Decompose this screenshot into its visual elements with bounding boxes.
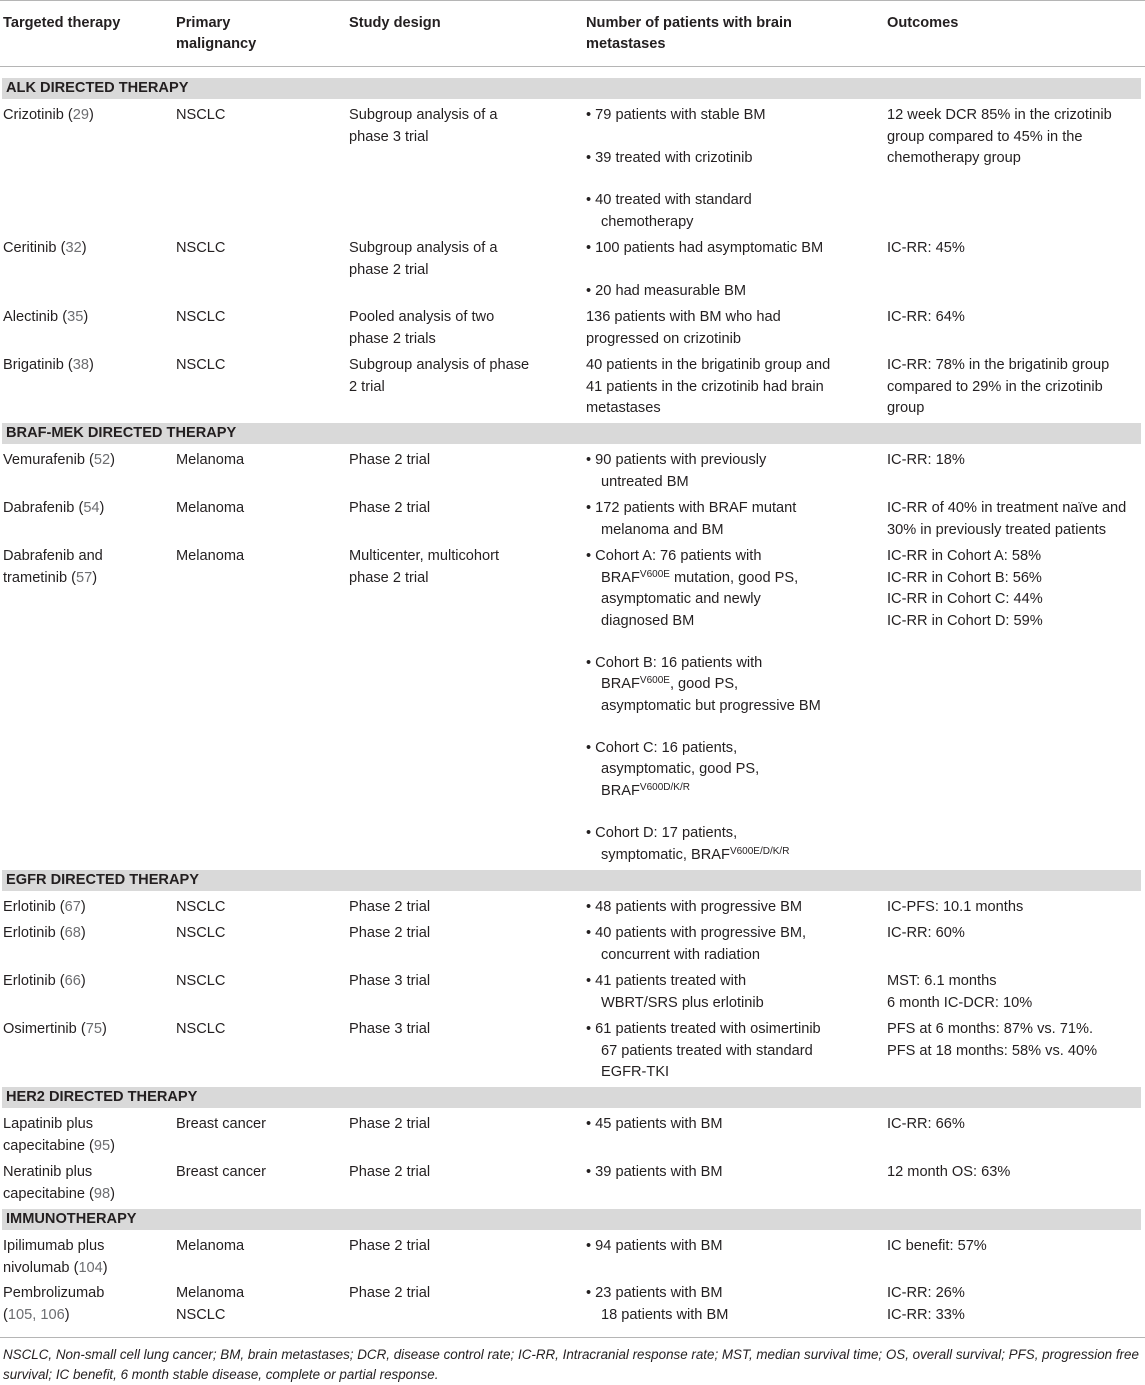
therapy-text: Erlotinib ( xyxy=(3,925,65,941)
therapy-text: Vemurafenib ( xyxy=(3,452,94,468)
therapy-name xyxy=(3,355,94,377)
patient-count-line xyxy=(601,472,689,494)
study-design: phase 2 trials xyxy=(349,330,436,347)
patient-text: asymptomatic, good PS, xyxy=(601,761,760,777)
outcome-line: IC-RR: 78% in the brigatinib group xyxy=(887,357,1110,373)
study-design: Pooled analysis of two xyxy=(349,309,495,325)
therapy-name xyxy=(3,1019,107,1041)
patient-text: asymptomatic but progressive BM xyxy=(601,697,821,714)
patient-text: concurrent with radiation xyxy=(601,946,760,963)
patient-count-line xyxy=(601,845,789,867)
mutation-superscript: V600E xyxy=(639,568,670,580)
therapy-name xyxy=(3,1136,115,1158)
patient-count-line xyxy=(586,148,753,170)
therapy-text: ) xyxy=(80,899,86,915)
patient-count-line xyxy=(586,1114,723,1136)
patient-count-line xyxy=(586,238,823,260)
patient-text: EGFR-TKI xyxy=(601,1064,670,1080)
therapy-name xyxy=(3,546,103,568)
primary-malignancy: NSCLC xyxy=(176,309,226,325)
therapy-name xyxy=(3,1283,104,1305)
patient-text: WBRT/SRS plus erlotinib xyxy=(601,994,764,1011)
header-design: Study design xyxy=(349,15,441,31)
patient-count-line xyxy=(601,945,760,967)
outcome-line: IC benefit: 57% xyxy=(887,1238,987,1254)
therapy-name xyxy=(3,1236,104,1258)
reference-link[interactable]: 66 xyxy=(64,973,81,989)
therapy-text: trametinib ( xyxy=(3,569,76,586)
patient-count-line xyxy=(601,674,738,696)
outcome-line: 12 month OS: 63% xyxy=(887,1164,1011,1180)
therapy-text: ) xyxy=(102,1259,108,1276)
therapy-text: Ipilimumab plus xyxy=(3,1238,105,1254)
therapy-text: Pembrolizumab xyxy=(3,1285,105,1301)
therapy-text: Brigatinib ( xyxy=(3,357,73,373)
patient-text: • 40 patients with progressive BM, xyxy=(586,925,807,941)
patient-text: • 40 treated with standard xyxy=(586,192,752,208)
therapy-text: Alectinib ( xyxy=(3,309,68,325)
patient-count-line xyxy=(586,190,752,212)
section-header: BRAF-MEK DIRECTED THERAPY xyxy=(2,423,1141,444)
reference-link[interactable]: 105, 106 xyxy=(7,1306,65,1323)
patient-text: BRAF xyxy=(601,569,640,586)
patient-text: • 39 treated with crizotinib xyxy=(586,149,753,166)
patient-text: • 45 patients with BM xyxy=(586,1116,723,1132)
header-rule xyxy=(0,66,1145,67)
therapy-name xyxy=(3,1114,93,1136)
study-design: phase 2 trial xyxy=(349,261,429,278)
therapy-text: capecitabine ( xyxy=(3,1185,94,1202)
therapy-text: ) xyxy=(110,1185,115,1202)
patient-count-line xyxy=(586,823,737,845)
therapy-text: ) xyxy=(80,973,86,989)
patient-count-line xyxy=(586,1283,723,1305)
study-design: Phase 2 trial xyxy=(349,1238,431,1254)
patient-count-line xyxy=(586,450,766,472)
therapy-name xyxy=(3,923,86,945)
patient-text: BRAF xyxy=(601,676,640,692)
primary-malignancy: Melanoma xyxy=(176,548,245,564)
study-design: Phase 2 trial xyxy=(349,899,431,915)
reference-link[interactable]: 104 xyxy=(78,1259,103,1276)
primary-malignancy: Melanoma xyxy=(176,1238,245,1254)
patient-text: 40 patients in the brigatinib group and xyxy=(586,357,831,373)
patient-count-line xyxy=(601,759,759,781)
patient-text: • 48 patients with progressive BM xyxy=(586,899,803,915)
outcome-line: group xyxy=(887,400,925,416)
patient-count-line xyxy=(586,329,741,351)
patient-text: • 41 patients treated with xyxy=(586,973,747,989)
outcome-line: 30% in previously treated patients xyxy=(887,521,1107,538)
primary-malignancy: NSCLC xyxy=(176,240,226,256)
reference-link[interactable]: 95 xyxy=(93,1137,111,1154)
header-malignancy-line1: Primary xyxy=(176,15,231,31)
reference-link[interactable]: 67 xyxy=(64,899,81,915)
reference-link[interactable]: 52 xyxy=(93,452,111,468)
primary-malignancy: NSCLC xyxy=(176,925,226,941)
study-design: phase 3 trial xyxy=(349,128,429,145)
study-design: phase 2 trial xyxy=(349,569,429,586)
study-design: Phase 2 trial xyxy=(349,1164,431,1180)
therapy-text: Osimertinib ( xyxy=(3,1021,86,1037)
patient-count-line xyxy=(586,498,796,520)
patient-text: symptomatic, BRAF xyxy=(601,846,730,863)
therapy-name xyxy=(3,1162,92,1184)
primary-malignancy: NSCLC xyxy=(176,1021,226,1037)
patient-count-line xyxy=(586,897,802,919)
outcome-line: group compared to 45% in the xyxy=(887,128,1083,145)
outcome-line: IC-PFS: 10.1 months xyxy=(887,899,1024,915)
patient-text: 18 patients with BM xyxy=(601,1306,729,1323)
primary-malignancy: Breast cancer xyxy=(176,1116,267,1132)
patient-count-line xyxy=(601,589,761,611)
therapy-name xyxy=(3,971,86,993)
patient-text: • 94 patients with BM xyxy=(586,1238,723,1254)
patient-text: • 100 patients had asymptomatic BM xyxy=(586,240,824,256)
patient-count-line xyxy=(601,568,798,590)
outcome-line: IC-RR: 60% xyxy=(887,925,965,941)
therapy-name xyxy=(3,568,97,590)
therapy-text: ) xyxy=(88,107,94,123)
section-header: IMMUNOTHERAPY xyxy=(2,1209,1141,1230)
patient-count-line xyxy=(586,653,762,675)
therapy-name xyxy=(3,450,115,472)
therapy-text: ) xyxy=(89,357,94,373)
patient-count-line xyxy=(601,696,821,718)
outcome-line: IC-RR of 40% in treatment naïve and xyxy=(887,500,1127,516)
reference-link[interactable]: 54 xyxy=(83,500,100,516)
therapy-text: capecitabine ( xyxy=(3,1137,94,1154)
patient-count-line xyxy=(601,212,693,234)
study-design: Multicenter, multicohort xyxy=(349,548,500,564)
therapy-name xyxy=(3,307,88,329)
reference-link[interactable]: 75 xyxy=(85,1021,102,1037)
therapy-text: Erlotinib ( xyxy=(3,899,65,915)
therapy-text: ) xyxy=(99,500,105,516)
outcome-line: IC-RR in Cohort D: 59% xyxy=(887,612,1043,629)
patient-count-line xyxy=(586,377,824,399)
patient-count-line xyxy=(586,738,737,760)
patient-count-line xyxy=(586,1236,723,1258)
therapy-text: ) xyxy=(101,1021,107,1037)
primary-malignancy: NSCLC xyxy=(176,899,226,915)
primary-malignancy: NSCLC xyxy=(176,1306,226,1323)
patient-text: 67 patients treated with standard xyxy=(601,1042,813,1059)
reference-link[interactable]: 98 xyxy=(93,1185,111,1202)
outcome-line: IC-RR: 64% xyxy=(887,309,965,325)
outcome-line: IC-RR in Cohort B: 56% xyxy=(887,569,1042,586)
therapy-text: Lapatinib plus xyxy=(3,1116,94,1132)
patient-count-line xyxy=(586,546,761,568)
outcome-line: MST: 6.1 months xyxy=(887,973,997,989)
study-design: Phase 2 trial xyxy=(349,452,431,468)
bottom-rule xyxy=(0,1337,1145,1338)
outcome-line: IC-RR: 18% xyxy=(887,452,965,468)
therapy-text: Dabrafenib ( xyxy=(3,500,84,516)
outcome-line: 6 month IC-DCR: 10% xyxy=(887,994,1033,1011)
patient-text: • 20 had measurable BM xyxy=(586,282,747,299)
mutation-superscript: V600D/K/R xyxy=(639,781,690,793)
top-rule xyxy=(0,0,1145,1)
patient-count-line xyxy=(586,971,746,993)
primary-malignancy: Melanoma xyxy=(176,1285,245,1301)
therapy-name xyxy=(3,897,86,919)
therapy-text: ) xyxy=(92,569,98,586)
study-design: Phase 3 trial xyxy=(349,1021,431,1037)
patient-text: chemotherapy xyxy=(601,213,694,230)
patient-text: untreated BM xyxy=(601,473,689,490)
patient-text: • 79 patients with stable BM xyxy=(586,107,766,123)
study-design: 2 trial xyxy=(349,378,385,395)
patient-text: • Cohort D: 17 patients, xyxy=(586,825,738,841)
patient-text: BRAF xyxy=(601,782,640,799)
therapy-text: Erlotinib ( xyxy=(3,973,65,989)
patient-text: • 172 patients with BRAF mutant xyxy=(586,500,797,516)
therapy-text: Ceritinib ( xyxy=(3,240,66,256)
reference-link[interactable]: 29 xyxy=(72,107,89,123)
primary-malignancy: NSCLC xyxy=(176,107,226,123)
patient-count-line xyxy=(601,1305,728,1327)
study-design: Phase 3 trial xyxy=(349,973,431,989)
reference-link[interactable]: 57 xyxy=(76,569,93,586)
patient-count-line xyxy=(586,398,661,420)
primary-malignancy: NSCLC xyxy=(176,973,226,989)
outcome-line: compared to 29% in the crizotinib xyxy=(887,378,1103,395)
patient-text: • 39 patients with BM xyxy=(586,1164,723,1180)
therapy-text: ) xyxy=(81,240,87,256)
study-design: Phase 2 trial xyxy=(349,925,431,941)
therapy-name xyxy=(3,1258,108,1280)
patient-count-line xyxy=(601,781,690,803)
therapy-text: ( xyxy=(3,1306,8,1323)
outcome-line: IC-RR: 45% xyxy=(887,240,965,256)
patient-text: • Cohort C: 16 patients, xyxy=(586,739,738,756)
study-design: Subgroup analysis of phase xyxy=(349,357,530,373)
mutation-superscript: V600E/D/K/R xyxy=(729,845,790,857)
patient-count-line xyxy=(586,355,830,377)
outcome-line: PFS at 6 months: 87% vs. 71%. xyxy=(887,1021,1094,1037)
patient-text: • Cohort B: 16 patients with xyxy=(586,654,763,671)
therapy-text: ) xyxy=(83,309,89,325)
study-design: Subgroup analysis of a xyxy=(349,240,498,256)
therapy-text: nivolumab ( xyxy=(3,1259,79,1276)
header-therapy: Targeted therapy xyxy=(3,15,121,31)
patient-count-line xyxy=(601,611,694,633)
therapy-text: Crizotinib ( xyxy=(3,107,73,123)
outcome-line: 12 week DCR 85% in the crizotinib xyxy=(887,107,1112,123)
patient-count-line xyxy=(586,1019,821,1041)
therapy-name xyxy=(3,105,94,127)
patient-text: • Cohort A: 76 patients with xyxy=(586,548,762,564)
patient-count-line xyxy=(601,1041,813,1063)
table-footnote: NSCLC, Non-small cell lung cancer; BM, brain metastases; DCR, disease control rate; IC-RR, Intracranial response rate; MST, median survival time; OS, overall survival; PFS, progression free survival; IC benefit, 6 month stable disease, complete or partial response. xyxy=(3,1347,1139,1382)
patient-text: 136 patients with BM who had xyxy=(586,309,781,325)
study-design: Phase 2 trial xyxy=(349,1116,431,1132)
therapy-text: ) xyxy=(110,1137,115,1154)
outcome-line: IC-RR in Cohort A: 58% xyxy=(887,548,1042,564)
patient-text: progressed on crizotinib xyxy=(586,330,741,347)
patient-count-line xyxy=(586,1162,723,1184)
patient-count-line xyxy=(586,307,781,329)
outcome-line: IC-RR: 66% xyxy=(887,1116,965,1132)
mutation-superscript: V600E xyxy=(639,675,670,686)
outcome-line: IC-RR: 33% xyxy=(887,1306,965,1323)
therapy-name xyxy=(3,1305,70,1327)
section-header: EGFR DIRECTED THERAPY xyxy=(2,870,1141,891)
primary-malignancy: NSCLC xyxy=(176,357,226,373)
outcome-line: IC-RR: 26% xyxy=(887,1285,965,1301)
outcome-line: chemotherapy group xyxy=(887,150,1021,166)
reference-link[interactable]: 32 xyxy=(65,240,82,256)
therapy-name xyxy=(3,1184,115,1206)
study-design: Phase 2 trial xyxy=(349,1285,431,1301)
primary-malignancy: Melanoma xyxy=(176,452,245,468)
patient-count-line xyxy=(586,923,806,945)
reference-link[interactable]: 38 xyxy=(72,357,89,373)
study-design: Subgroup analysis of a xyxy=(349,107,498,123)
header-outcomes: Outcomes xyxy=(887,15,959,31)
outcome-line: IC-RR in Cohort C: 44% xyxy=(887,591,1043,607)
therapy-text: Neratinib plus xyxy=(3,1164,93,1180)
patient-count-line xyxy=(601,520,724,542)
header-patients-line1: Number of patients with brain xyxy=(586,15,792,31)
therapy-text: ) xyxy=(110,452,115,468)
patient-text: • 90 patients with previously xyxy=(586,452,767,468)
patient-text: metastases xyxy=(586,400,661,416)
patient-count-line xyxy=(586,281,746,303)
primary-malignancy: Melanoma xyxy=(176,500,245,516)
therapy-text: ) xyxy=(64,1306,70,1323)
reference-link[interactable]: 68 xyxy=(64,925,81,941)
patient-count-line xyxy=(586,105,766,127)
patient-text: • 61 patients treated with osimertinib xyxy=(586,1021,821,1037)
therapy-name xyxy=(3,238,87,260)
patient-text: diagnosed BM xyxy=(601,612,695,629)
therapy-text: ) xyxy=(80,925,86,941)
patient-count-line xyxy=(601,1062,669,1084)
reference-link[interactable]: 35 xyxy=(67,309,84,325)
patient-count-line xyxy=(601,993,764,1015)
outcome-line: PFS at 18 months: 58% vs. 40% xyxy=(887,1042,1098,1059)
patient-text: melanoma and BM xyxy=(601,521,724,538)
patient-text: 41 patients in the crizotinib had brain xyxy=(586,378,824,395)
therapy-text: Dabrafenib and xyxy=(3,548,103,564)
section-header: HER2 DIRECTED THERAPY xyxy=(2,1087,1141,1108)
patient-text: mutation, good PS, xyxy=(669,569,799,586)
section-header: ALK DIRECTED THERAPY xyxy=(2,78,1141,99)
study-design: Phase 2 trial xyxy=(349,500,431,516)
header-malignancy-line2: malignancy xyxy=(176,36,257,52)
patient-text: asymptomatic and newly xyxy=(601,591,761,607)
patient-text: , good PS, xyxy=(669,676,739,692)
header-patients-line2: metastases xyxy=(586,36,666,52)
therapy-name xyxy=(3,498,104,520)
patient-text: • 23 patients with BM xyxy=(586,1285,723,1301)
primary-malignancy: Breast cancer xyxy=(176,1164,267,1180)
